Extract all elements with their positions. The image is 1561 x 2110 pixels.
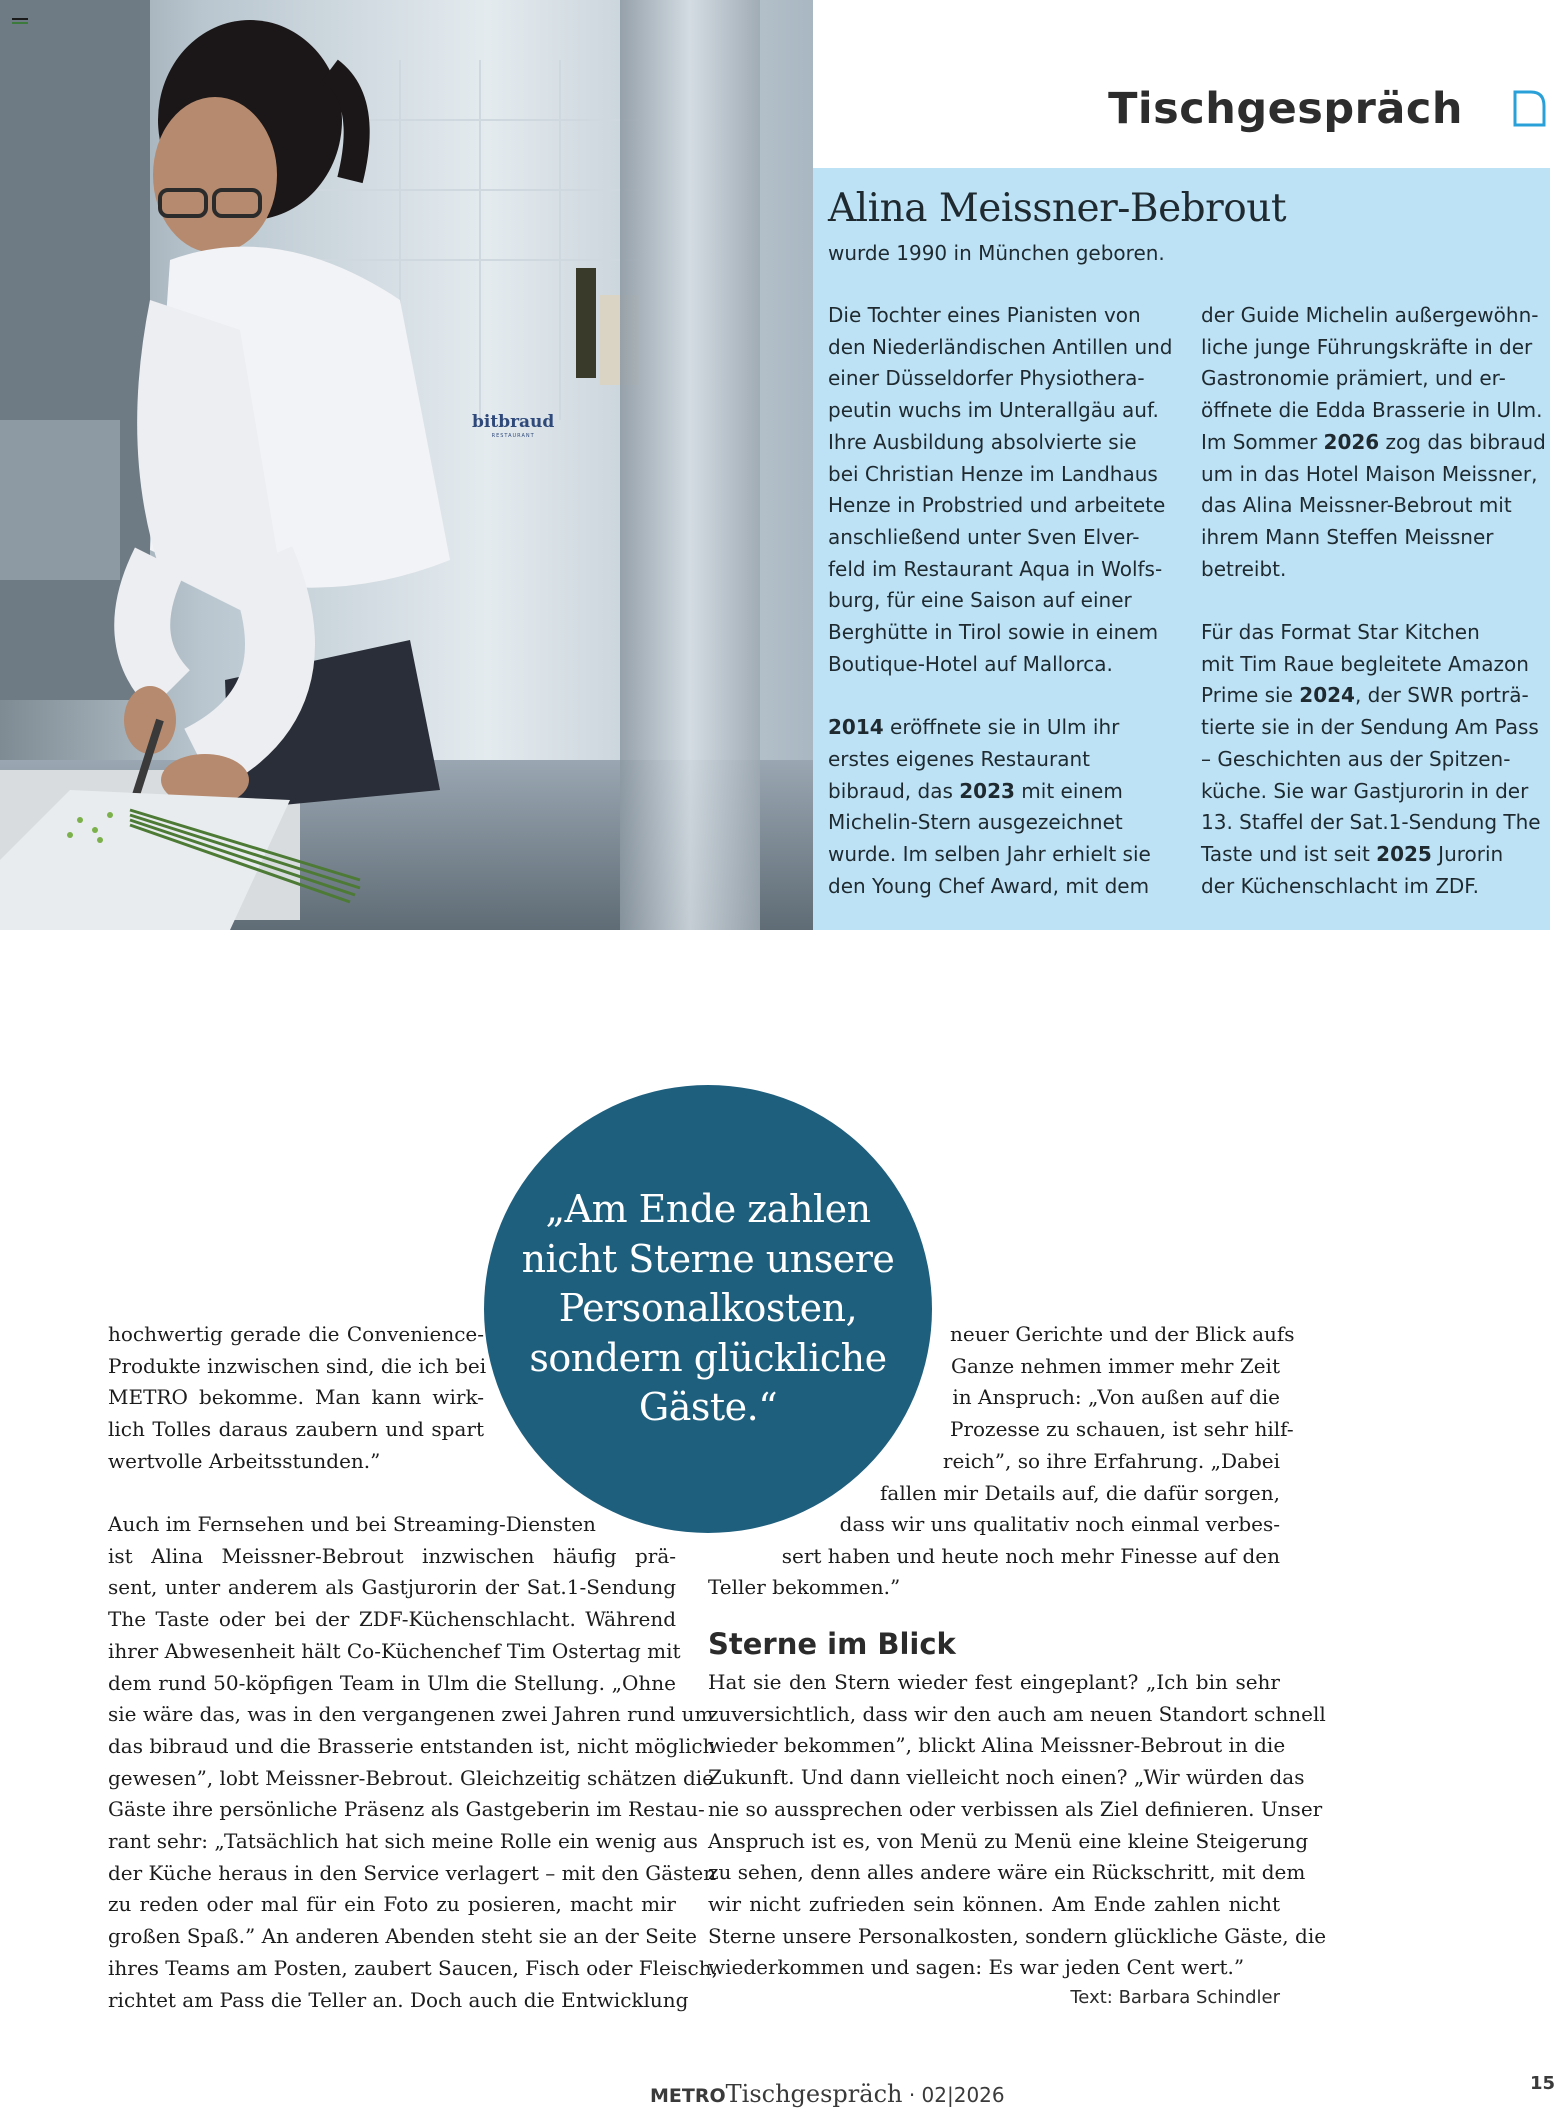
text-line: feld im Restaurant Aqua in Wolfs-	[828, 556, 1163, 581]
text-line: Im Sommer 2026 zog das bibraud	[1201, 429, 1546, 454]
text-line: ihres Teams am Posten, zaubert Saucen, Fisch oder Fleisch,	[108, 1955, 718, 1980]
text-line: einer Düsseldorfer Physiothera-	[828, 366, 1145, 391]
text-line: das Alina Meissner-Bebrout mit	[1201, 493, 1512, 518]
text-line: – Geschichten aus der Spitzen-	[1201, 746, 1511, 771]
text-line: bibraud, das 2023 mit einem	[828, 778, 1123, 803]
bio-birth: wurde 1990 in München geboren.	[828, 241, 1165, 265]
text-line: dem rund 50-köpfigen Team in Ulm die Stellung. „Ohne	[108, 1670, 676, 1695]
section-title: Tischgespräch	[1108, 84, 1463, 134]
text-line: hochwertig gerade die Convenience-	[108, 1322, 484, 1346]
text-line: „Am Ende zahlen	[545, 1187, 871, 1231]
article-left-top	[108, 1319, 487, 1478]
text-line: 2014 eröffnete sie in Ulm ihr	[828, 715, 1120, 740]
text-line: Ganze nehmen immer mehr Zeit	[951, 1353, 1280, 1378]
text-line: peutin wuchs im Unterallgäu auf.	[828, 398, 1159, 423]
page-corner-icon	[1513, 90, 1546, 127]
text-line: METRO bekomme. Man kann wirk-	[108, 1385, 484, 1410]
text-line: ist Alina Meissner-Bebrout inzwischen häufig prä-	[108, 1543, 676, 1568]
jacket-logo	[472, 414, 554, 439]
page-number: 15	[1530, 2073, 1556, 2094]
footer-magazine: Tischgespräch	[725, 2080, 903, 2108]
footer-issue: · 02|2026	[902, 2083, 1005, 2107]
text-line: fallen mir Details auf, die dafür sorgen,	[880, 1480, 1280, 1505]
text-line: dass wir uns qualitativ noch einmal verbes-	[839, 1512, 1280, 1536]
text-line: tierte sie in der Sendung Am Pass	[1201, 715, 1539, 740]
text-line: liche junge Führungskräfte in der	[1201, 334, 1533, 359]
bio-paragraph	[828, 300, 1188, 680]
jacket-logo-sub: RESTAURANT	[491, 433, 535, 439]
text-line: Taste und ist seit 2025 Jurorin	[1201, 841, 1504, 866]
text-line: sert haben und heute noch mehr Finesse auf den	[781, 1543, 1280, 1568]
text-line: um in das Hotel Maison Meissner,	[1201, 461, 1538, 486]
text-line: nie so aussprechen oder verbissen als Ziel definieren. Unser	[708, 1796, 1323, 1821]
text-line: Zukunft. Und dann vielleicht noch einen? „Wir würden das	[708, 1765, 1305, 1790]
chef-photo	[0, 0, 813, 930]
text-line: großen Spaß.” An anderen Abenden steht sie an der Seite	[108, 1924, 697, 1949]
text-line: sondern glückliche	[529, 1335, 887, 1380]
text-line: Teller bekommen.”	[708, 1575, 901, 1600]
author-credit: Text: Barbara Schindler	[1070, 1987, 1280, 2008]
text-line: Boutique-Hotel auf Mallorca.	[828, 651, 1113, 676]
text-line: Gäste.“	[638, 1385, 778, 1429]
text-line: wir nicht zufrieden sein können. Am Ende zahlen nicht	[708, 1891, 1280, 1916]
bio-column-2	[1201, 300, 1561, 934]
text-line: das bibraud und die Brasserie entstanden ist, nicht möglich	[108, 1733, 716, 1758]
text-line: öffnete die Edda Brasserie in Ulm.	[1201, 398, 1543, 423]
text-line: den Niederländischen Antillen und	[828, 334, 1173, 359]
text-line: Prozesse zu schauen, ist sehr hilf-	[950, 1417, 1294, 1442]
text-line: sie wäre das, was in den vergangenen zwei Jahren rund um	[108, 1702, 714, 1727]
text-line: ihrem Mann Steffen Meissner	[1201, 524, 1494, 549]
subheading: Sterne im Blick	[708, 1627, 956, 1661]
text-line: gewesen”, lobt Meissner-Bebrout. Gleichzeitig schätzen die	[108, 1765, 714, 1790]
text-line: Auch im Fernsehen und bei Streaming-Diensten	[108, 1512, 596, 1536]
text-line: zu reden oder mal für ein Foto zu posieren, macht mir	[108, 1892, 676, 1917]
text-line: 13. Staffel der Sat.1-Sendung The	[1201, 810, 1541, 835]
text-line: der Küchenschlacht im ZDF.	[1201, 873, 1479, 898]
text-line: der Küche heraus in den Service verlagert – mit den Gästen	[108, 1860, 717, 1885]
pull-quote	[480, 1185, 936, 1433]
text-line: zu sehen, denn alles andere wäre ein Rückschritt, mit dem	[708, 1860, 1306, 1885]
bio-column-1	[828, 300, 1188, 934]
text-line: bei Christian Henze im Landhaus	[828, 461, 1158, 486]
text-line: Gastronomie prämiert, und er-	[1201, 366, 1506, 391]
bio-name: Alina Meissner-Bebrout	[828, 186, 1287, 231]
article-right-main	[708, 1667, 1327, 1984]
text-line: Berghütte in Tirol sowie in einem	[828, 620, 1159, 645]
text-line: zuversichtlich, dass wir den auch am neuen Standort schnell	[708, 1701, 1326, 1726]
text-line: in Anspruch: „Von außen auf die	[952, 1385, 1280, 1410]
text-line: anschließend unter Sven Elver-	[828, 524, 1140, 549]
text-line: burg, für eine Saison auf einer	[828, 588, 1132, 613]
text-line: wiederkommen und sagen: Es war jeden Cent wert.”	[708, 1955, 1245, 1980]
color-bar-mark	[12, 18, 28, 24]
bio-paragraph	[828, 712, 1188, 902]
article-right-top	[950, 1319, 1295, 1446]
text-line: ihrer Abwesenheit hält Co-Küchenchef Tim Ostertag mit	[108, 1638, 681, 1663]
text-line: Die Tochter eines Pianisten von	[828, 303, 1141, 327]
text-line: wertvolle Arbeitsstunden.”	[108, 1448, 381, 1473]
text-line: wurde. Im selben Jahr erhielt sie	[828, 841, 1151, 866]
text-line: Für das Format Star Kitchen	[1201, 620, 1480, 645]
footer-brand: METRO	[650, 2085, 726, 2107]
text-line: Michelin-Stern ausgezeichnet	[828, 810, 1123, 835]
text-line: Gäste ihre persönliche Präsenz als Gastgeberin im Restau-	[108, 1797, 705, 1822]
text-line: Produkte inzwischen sind, die ich bei	[108, 1353, 487, 1378]
article-left-main	[108, 1509, 718, 2016]
text-line: sent, unter anderem als Gastjurorin der Sat.1-Sendung	[108, 1575, 676, 1600]
bio-paragraph	[1201, 617, 1561, 902]
article-right-mid	[860, 1446, 1280, 1509]
text-line: wieder bekommen”, blickt Alina Meissner-Bebrout in die	[708, 1733, 1286, 1758]
jacket-logo-text: bitbraud	[472, 412, 555, 432]
text-line: nicht Sterne unsere	[521, 1236, 895, 1281]
text-line: Henze in Probstried und arbeitete	[828, 493, 1166, 518]
text-line: Hat sie den Stern wieder fest eingeplant? „Ich bin sehr	[708, 1670, 1280, 1694]
text-line: Anspruch ist es, von Menü zu Menü eine kleine Steigerung	[708, 1828, 1309, 1853]
text-line: erstes eigenes Restaurant	[828, 746, 1090, 771]
text-line: der Guide Michelin außergewöhn-	[1201, 303, 1539, 327]
text-line: richtet am Pass die Teller an. Doch auch die Entwicklung	[108, 1987, 689, 2012]
text-line: lich Tolles daraus zaubern und spart	[108, 1417, 484, 1442]
text-line: Ihre Ausbildung absolvierte sie	[828, 429, 1137, 454]
text-line: Prime sie 2024, der SWR porträ-	[1201, 683, 1529, 708]
footer	[650, 2080, 1005, 2108]
text-line: mit Tim Raue begleitete Amazon	[1201, 651, 1529, 676]
bio-box	[813, 168, 1550, 930]
text-line: küche. Sie war Gastjurorin in der	[1201, 778, 1529, 803]
article-right-low	[708, 1509, 1280, 1604]
text-line: betreibt.	[1201, 556, 1287, 581]
text-line: reich”, so ihre Erfahrung. „Dabei	[942, 1449, 1280, 1473]
text-line: neuer Gerichte und der Blick aufs	[950, 1322, 1295, 1346]
text-line: Sterne unsere Personalkosten, sondern glückliche Gäste, die	[708, 1923, 1327, 1948]
text-line: Personalkosten,	[558, 1286, 858, 1330]
text-line: den Young Chef Award, mit dem	[828, 873, 1150, 898]
text-line: The Taste oder bei der ZDF-Küchenschlacht. Während	[108, 1607, 676, 1632]
text-line: rant sehr: „Tatsächlich hat sich meine Rolle ein wenig aus	[108, 1829, 698, 1854]
bio-paragraph	[1201, 300, 1561, 585]
